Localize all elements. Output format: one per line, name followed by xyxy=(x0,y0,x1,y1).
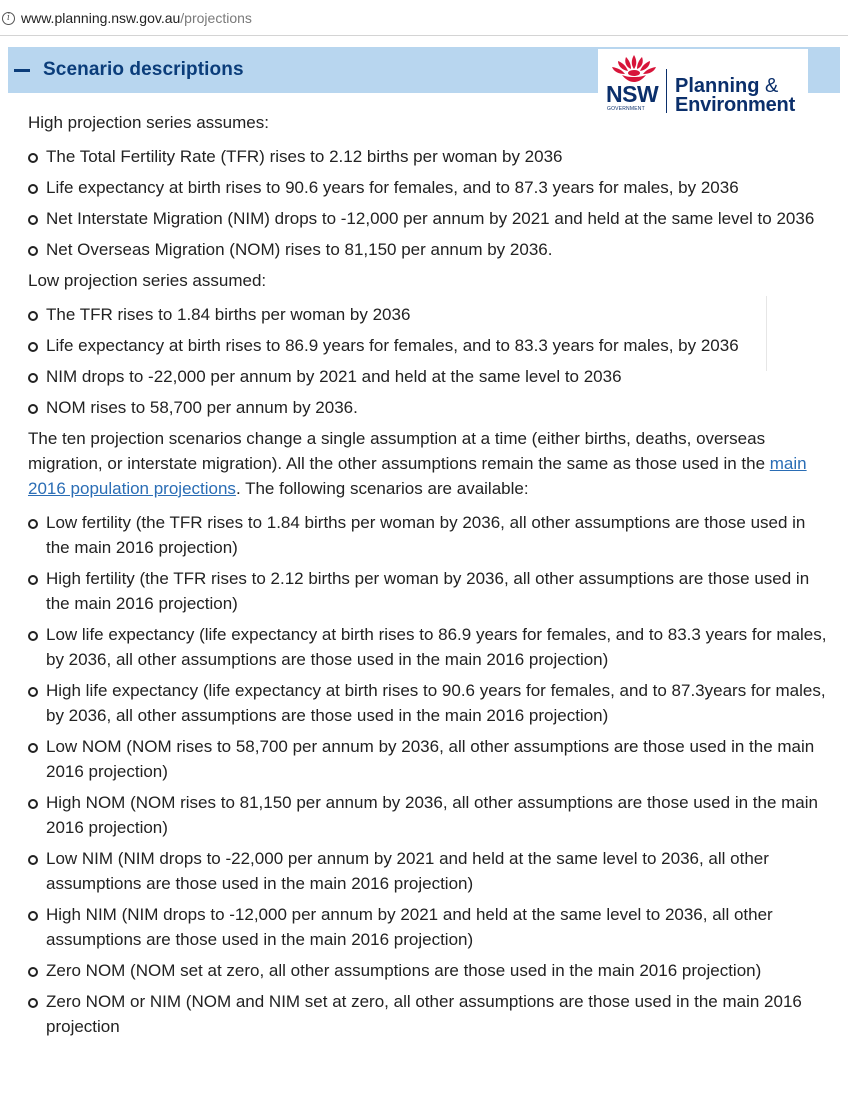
high-series-list xyxy=(28,144,828,262)
list-item-text: Net Overseas Migration (NOM) rises to 81,150 per annum by 2036. xyxy=(46,240,553,259)
scenario-low-nim: Low NIM (NIM drops to -22,000 per annum by 2021 and held at the same level to 2036, all other assumptions are those used in the main 2016 projection) xyxy=(46,849,769,893)
bullet-icon xyxy=(28,246,38,256)
list-item xyxy=(28,510,828,560)
bullet-icon xyxy=(28,153,38,163)
url-host: www.planning.nsw.gov.au xyxy=(21,10,181,26)
nsw-wordmark: NSW xyxy=(606,81,659,107)
scenario-high-nim: High NIM (NIM drops to -12,000 per annum by 2021 and held at the same level to 2036, all other assumptions are those used in the main 2016 projection) xyxy=(46,905,773,949)
main-2016-projections-link[interactable]: main 2016 population projections xyxy=(28,454,807,498)
list-item xyxy=(28,395,828,420)
minus-icon[interactable] xyxy=(14,69,30,72)
low-series-heading: Low projection series assumed: xyxy=(28,271,267,290)
scenario-low-fertility: Low fertility (the TFR rises to 1.84 births per woman by 2036, all other assumptions are those used in the main 2016 projection) xyxy=(46,513,806,557)
bullet-icon xyxy=(28,184,38,194)
dept-name-line2: Environment xyxy=(675,94,796,116)
list-item xyxy=(28,206,828,231)
list-item xyxy=(28,790,828,840)
scenario-high-nom: High NOM (NOM rises to 81,150 per annum by 2036, all other assumptions are those used in the main 2016 projection) xyxy=(46,793,818,837)
section-title: Scenario descriptions xyxy=(43,59,244,80)
scenario-zero-nom: Zero NOM (NOM set at zero, all other assumptions are those used in the main 2016 projection) xyxy=(46,961,762,980)
list-item-text: Life expectancy at birth rises to 90.6 years for females, and to 87.3 years for males, by 2036 xyxy=(46,178,739,197)
list-item xyxy=(28,902,828,952)
scenario-low-nom: Low NOM (NOM rises to 58,700 per annum by 2036, all other assumptions are those used in the main 2016 projection) xyxy=(46,737,815,781)
bullet-icon xyxy=(28,404,38,414)
dept-ampersand: & xyxy=(765,75,779,97)
list-item xyxy=(28,237,828,262)
bullet-icon xyxy=(28,575,38,585)
address-bar-divider xyxy=(0,35,848,36)
bullet-icon xyxy=(28,967,38,977)
bullet-icon xyxy=(28,215,38,225)
scenarios-intro-tail: . The following scenarios are available: xyxy=(235,479,529,498)
list-item-text: Life expectancy at birth rises to 86.9 years for females, and to 83.3 years for males, by 2036 xyxy=(46,336,739,355)
bullet-icon xyxy=(28,519,38,529)
list-item-text: Net Interstate Migration (NIM) drops to -12,000 per annum by 2021 and held at the same level to 2036 xyxy=(46,209,815,228)
url-path: /projections xyxy=(180,10,252,26)
list-item xyxy=(28,958,828,983)
info-icon[interactable]: i xyxy=(2,12,15,25)
low-series-list xyxy=(28,302,828,420)
bullet-icon xyxy=(28,855,38,865)
list-item-text: NIM drops to -22,000 per annum by 2021 and held at the same level to 2036 xyxy=(46,367,622,386)
bullet-icon xyxy=(28,687,38,697)
list-item xyxy=(28,734,828,784)
dept-planning: Planning xyxy=(675,75,760,97)
list-item xyxy=(28,333,828,358)
nsw-planning-environment-logo xyxy=(598,49,808,119)
bullet-icon xyxy=(28,743,38,753)
list-item xyxy=(28,846,828,896)
bullet-icon xyxy=(28,311,38,321)
list-item xyxy=(28,175,828,200)
list-item-text: The TFR rises to 1.84 births per woman by 2036 xyxy=(46,305,411,324)
list-item xyxy=(28,622,828,672)
scenario-list xyxy=(28,510,828,1039)
bullet-icon xyxy=(28,799,38,809)
list-item xyxy=(28,144,828,169)
bullet-icon xyxy=(28,373,38,383)
high-series-heading: High projection series assumes: xyxy=(28,113,269,132)
scenario-content xyxy=(28,110,828,1045)
list-item xyxy=(28,364,828,389)
list-item xyxy=(28,989,828,1039)
list-item-text: NOM rises to 58,700 per annum by 2036. xyxy=(46,398,358,417)
list-item-text: The Total Fertility Rate (TFR) rises to 2.12 births per woman by 2036 xyxy=(46,147,563,166)
scenario-high-life-expectancy: High life expectancy (life expectancy at birth rises to 90.6 years for females, and to 87.3years for males, by 2036, all other assumptions are those used in the main 2016 projection) xyxy=(46,681,826,725)
list-item xyxy=(28,302,828,327)
list-item xyxy=(28,678,828,728)
bullet-icon xyxy=(28,631,38,641)
bullet-icon xyxy=(28,911,38,921)
scenario-high-fertility: High fertility (the TFR rises to 2.12 births per woman by 2036, all other assumptions are those used in the main 2016 projection) xyxy=(46,569,810,613)
bullet-icon xyxy=(28,342,38,352)
scenario-zero-nom-or-nim: Zero NOM or NIM (NOM and NIM set at zero, all other assumptions are those used in the main 2016 projection xyxy=(46,992,802,1036)
scenario-low-life-expectancy: Low life expectancy (life expectancy at birth rises to 86.9 years for females, and to 83.3 years for males, by 2036, all other assumptions are those used in the main 2016 projection) xyxy=(46,625,827,669)
list-item xyxy=(28,566,828,616)
scenarios-intro xyxy=(28,426,828,501)
scenarios-intro-text: The ten projection scenarios change a single assumption at a time (either births, deaths, overseas migration, or interstate migration). All the other assumptions remain the same as those used in the xyxy=(28,429,770,473)
government-wordmark: GOVERNMENT xyxy=(607,106,645,112)
bullet-icon xyxy=(28,998,38,1008)
logo-divider xyxy=(666,69,667,113)
address-bar[interactable] xyxy=(0,0,848,36)
